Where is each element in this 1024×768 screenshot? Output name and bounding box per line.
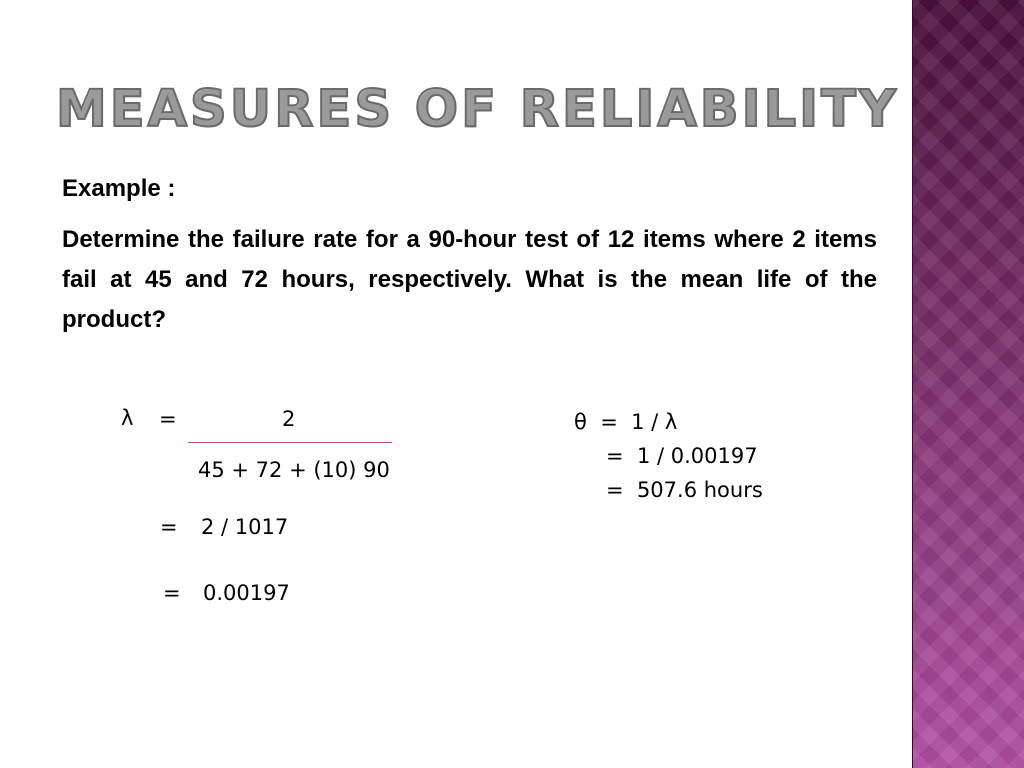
decorative-side-panel (912, 0, 1024, 768)
lambda-equals: = (159, 407, 177, 431)
fraction-numerator: 2 (282, 407, 296, 431)
fraction-denominator: 45 + 72 + (10) 90 (198, 458, 390, 482)
fraction-bar (188, 442, 392, 443)
theta-line-3: = 507.6 hours (606, 478, 763, 502)
step3-value: 0.00197 (203, 581, 290, 605)
theta-line-2: = 1 / 0.00197 (606, 444, 758, 468)
step3-equals: = (163, 581, 181, 605)
step2-equals: = (160, 515, 178, 539)
lambda-symbol: λ (121, 406, 134, 430)
problem-statement: Determine the failure rate for a 90-hour test of 12 items where 2 items fail at 45 and 72 hours, respectively. What is the mean life of the product? (62, 226, 877, 333)
theta-line-1: θ = 1 / λ (574, 410, 678, 434)
example-label: Example : (62, 175, 176, 202)
slide-title: MEASURES OF RELIABILITY (56, 78, 886, 142)
step2-value: 2 / 1017 (201, 515, 289, 539)
